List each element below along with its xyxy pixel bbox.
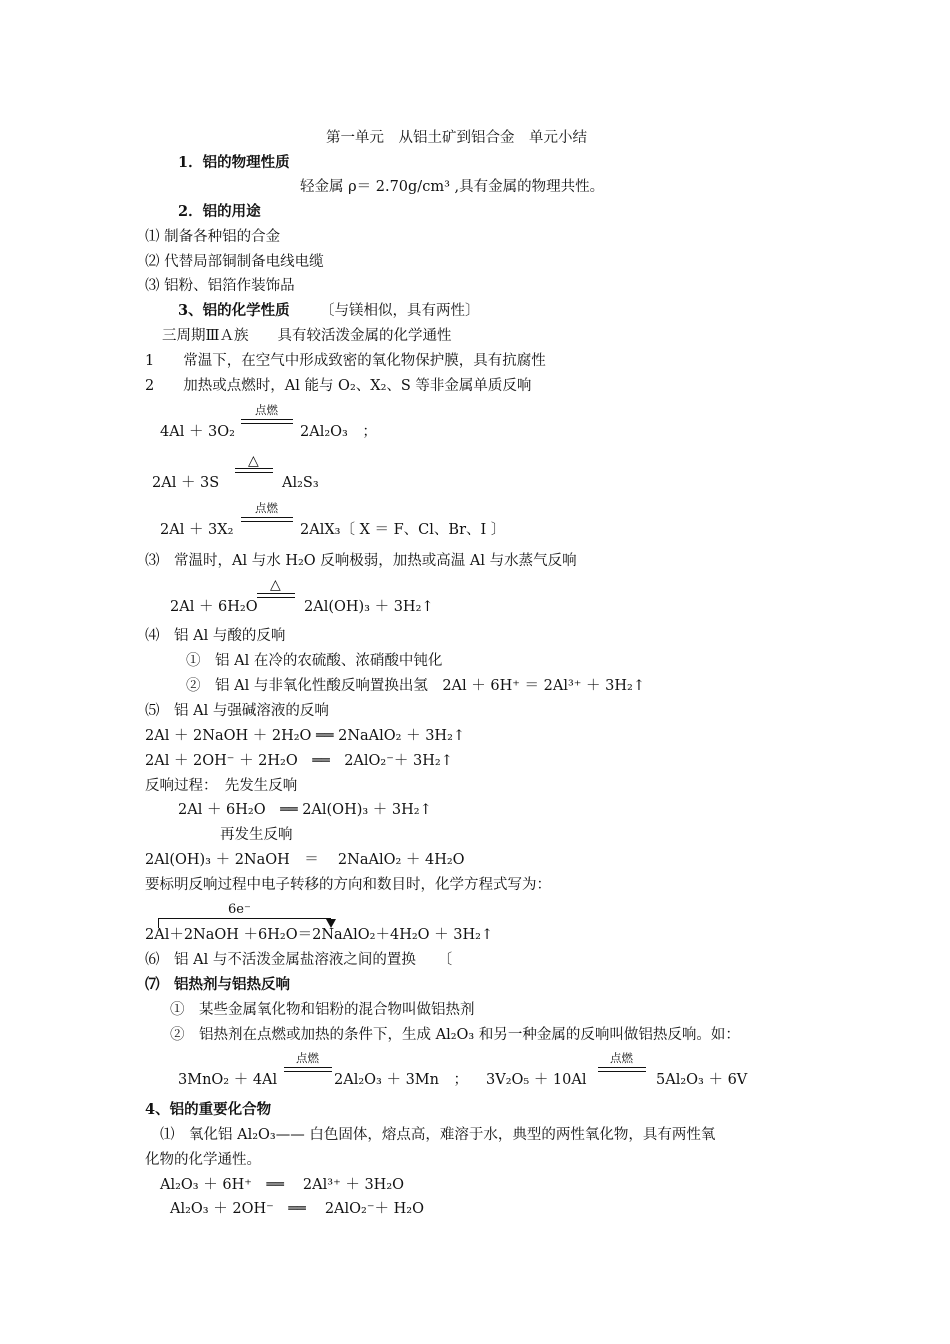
heat-triangle-icon: △ [270, 577, 281, 593]
reaction-equals-sign [257, 593, 295, 598]
electron-note: 要标明反响过程中电子转移的方向和数目时，化学方程式写为： [145, 877, 551, 893]
equation-right: 2AlX₃〔 X ＝ F、Cl、Br、I 〕 [300, 522, 506, 538]
equation-left: 4Al ＋ 3O₂ [160, 424, 235, 440]
equation-naoh: 2Al ＋ 2NaOH ＋ 2H₂O ══ 2NaAlO₂ ＋ 3H₂↑ [145, 728, 466, 744]
property-6: ⑹ 铝 Al 与不活泼金属盐溶液之间的置换 〔 [145, 952, 453, 968]
equation-electron: 2Al＋2NaOH ＋6H₂O＝2NaAlO₂＋4H₂O ＋ 3H₂↑ [145, 927, 494, 943]
property-3: ⑶ 常温时，Al 与水 H₂O 反响极弱，加热或高温 Al 与水蒸气反响 [145, 553, 577, 569]
condition-label: 点燃 [296, 1051, 319, 1065]
property-7b: ② 铝热剂在点燃或加热的条件下，生成 Al₂O₃ 和另一种金属的反响叫做铝热反响。如： [170, 1027, 740, 1043]
equation-right: 2Al₂O₃ ； [300, 424, 377, 440]
property-2: 2 加热或点燃时，Al 能与 O₂、X₂、S 等非金属单质反响 [145, 378, 532, 394]
heat-triangle-icon: △ [248, 453, 259, 469]
property-1: 1 常温下，在空气中形成致密的氧化物保护膜，具有抗腐性 [145, 353, 546, 369]
section-3-note: 〔与镁相似，具有两性〕 [320, 303, 480, 319]
property-4a: ① 铝 Al 在冷的农硫酸、浓硝酸中钝化 [186, 653, 443, 669]
section-3-heading: 3、铝的化学性质 [178, 302, 290, 319]
equation-left: 3MnO₂ ＋ 4Al [178, 1072, 278, 1088]
then-text: 再发生反响 [220, 827, 293, 843]
use-item: ⑶ 铝粉、铝箔作装饰品 [145, 278, 295, 294]
equation-right: 2Al(OH)₃ ＋ 3H₂↑ [304, 599, 434, 615]
equation-right: 5Al₂O₃ ＋ 6V [656, 1072, 748, 1088]
property-5: ⑸ 铝 Al 与强碱溶液的反响 [145, 703, 329, 719]
property-7: ⑺ 铝热剂与铝热反响 [145, 976, 290, 993]
section-1-heading: 1．铝的物理性质 [178, 154, 290, 171]
equation-step2: 2Al(OH)₃ ＋ 2NaOH ＝ 2NaAlO₂ ＋ 4H₂O [145, 852, 465, 868]
reaction-equals-sign [241, 419, 293, 424]
group-text: 三周期ⅢＡ族 具有较活泼金属的化学通性 [162, 328, 452, 344]
property-4: ⑷ 铝 Al 与酸的反响 [145, 628, 286, 644]
property-4b: ② 铝 Al 与非氧化性酸反响置换出氢 2Al ＋ 6H⁺ ＝ 2Al³⁺ ＋ 3H₂↑ [186, 678, 645, 694]
electron-count-label: 6e⁻ [228, 902, 251, 917]
condition-label: 点燃 [255, 403, 278, 417]
physical-property-text: 轻金属 ρ＝ 2.70g/cm³ ,具有金属的物理共性。 [300, 179, 605, 195]
condition-label: 点燃 [255, 501, 278, 515]
process-text: 反响过程： 先发生反响 [145, 778, 298, 794]
equation-right: Al₂S₃ [282, 475, 319, 491]
equation-left: 3V₂O₅ ＋ 10Al [486, 1072, 587, 1088]
use-item: ⑴ 制备各种铝的合金 [145, 229, 281, 245]
page-title: 第一单元 从铝土矿到铝合金 单元小结 [326, 130, 587, 146]
alumina-text: ⑴ 氧化铝 Al₂O₃—— 白色固体，熔点高，难溶于水，典型的两性氧化物，具有两性氧 [160, 1127, 716, 1143]
equation-step1: 2Al ＋ 6H₂O ══ 2Al(OH)₃ ＋ 3H₂↑ [178, 802, 432, 818]
alumina-acid-equation: Al₂O₃ ＋ 6H⁺ ══ 2Al³⁺ ＋ 3H₂O [160, 1177, 405, 1193]
reaction-equals-sign [284, 1067, 332, 1072]
equation-left: 2Al ＋ 3X₂ [160, 522, 234, 538]
section-2-heading: 2．铝的用途 [178, 203, 261, 220]
section-4-heading: 4、铝的重要化合物 [145, 1101, 272, 1118]
reaction-equals-sign [235, 468, 273, 473]
alumina-base-equation: Al₂O₃ ＋ 2OH⁻ ══ 2AlO₂⁻＋ H₂O [170, 1201, 424, 1217]
equation-left: 2Al ＋ 3S [152, 475, 220, 491]
condition-label: 点燃 [610, 1051, 633, 1065]
reaction-equals-sign [241, 517, 293, 522]
equation-left: 2Al ＋ 6H₂O [170, 599, 258, 615]
property-7a: ① 某些金属氧化物和铝粉的混合物叫做铝热剂 [170, 1002, 475, 1018]
equation-right: 2Al₂O₃ ＋ 3Mn ； [334, 1072, 468, 1088]
alumina-text-cont: 化物的化学通性。 [145, 1152, 261, 1168]
electron-transfer-line [158, 918, 331, 919]
equation-ionic: 2Al ＋ 2OH⁻ ＋ 2H₂O ══ 2AlO₂⁻＋ 3H₂↑ [145, 753, 453, 769]
reaction-equals-sign [598, 1067, 646, 1072]
use-item: ⑵ 代替局部铜制备电线电缆 [145, 254, 324, 270]
